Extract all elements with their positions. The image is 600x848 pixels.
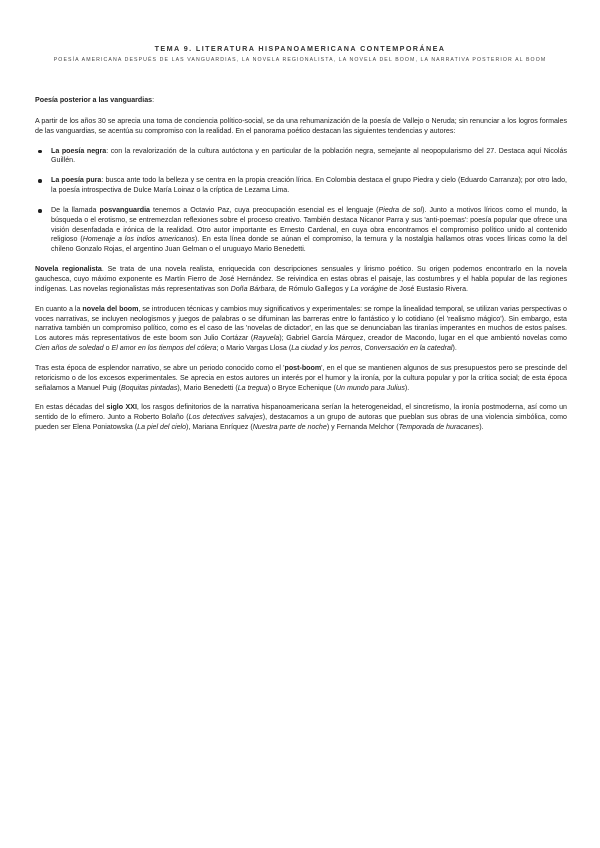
bullet-icon [38,179,42,183]
work-title-el-amor: El amor en los tiempos del cólera [111,344,217,353]
boom-text-5: ). [452,344,457,353]
term-novela-del-boom: novela del boom [82,304,139,313]
work-title-cien-anos: Cien años de soledad [35,344,104,353]
boom-text-3: o [103,344,112,353]
work-title-homenaje: Homenaje a los indios americanos [82,235,195,244]
term-poesia-pura: La poesía pura [51,176,102,185]
document-body [35,96,567,443]
postboom-text-2: ), Mario Benedetti ( [177,383,238,392]
work-title-un-mundo: Un mundo para Julius [335,383,405,392]
term-posvanguardia: posvanguardia [99,205,150,214]
section-heading-colon: : [152,96,155,104]
term-siglo-xxi: siglo XXI [106,403,137,412]
boom-pre: En cuanto a la [35,304,83,313]
posvanguardia-text-1: tenemos a Octavio Paz, cuya preocupación esencial es el lenguaje ( [150,205,379,214]
xxi-text-2: ), destacamos a un grupo de autoras que pueblan sus obras de una violencia simbólica, como pueden ser Elena Poniatowska ( [35,413,567,432]
poesia-intro-paragraph: A partir de los años 30 se aprecia una toma de conciencia político-social, se da una rehumanización de la poesía de Vallejo o Neruda; sin renunciar a los logros formales de las vanguardias, se acentúa su compromiso con la realidad. En el panorama poético destacan las siguientes tendencias y autores: [35,116,567,135]
work-title-rayuela: Rayuela [253,334,280,343]
work-title-la-voragine: La vorágine [350,284,388,293]
xxi-text-4: ) y Fernanda Melchor ( [326,423,399,432]
posvanguardia-text-2: ). Junto a motivos líricos como el mundo, la búsqueda o el erotismo, se entremezclan reflexiones sobre el proceso creativo. También destaca Nicanor Parra y sus 'anti-poemas': poesía popular que ofrece una visión desenfadada e irónica de la realidad. Otro autor importante es Ernesto Cardenal, en cuya obra encontramos el compromiso político unido al contenido religioso ( [51,205,567,244]
posvanguardia-pre: De la llamada [51,205,100,214]
document-title: TEMA 9. LITERATURA HISPANOAMERICANA CONTEMPORÁNEA [154,44,446,53]
work-title-piel-del-cielo: La piel del cielo [137,423,187,432]
work-title-dona-barbara: Doña Bárbara [230,284,275,293]
novela-regionalista-paragraph [35,265,567,295]
postboom-pre: Tras esta época de esplendor narrativo, se abre un periodo conocido como el ' [35,363,285,372]
regionalista-text-1: . Se trata de una novela realista, enriquecida con descripciones sensuales y lirismo poético. Su origen podemos encontrarlo en la novela gauchesca, cuyo máximo exponente es Martín Fierro de José Hernández. Se reivindica en estas obras el paisaje, las costumbres y el habla popular de las regiones indígenas. Las novelas regionalistas más representativas son [35,265,567,293]
postboom-text-4: ). [404,383,410,392]
novela-boom-paragraph [35,305,567,354]
section-heading-poesia [35,96,567,106]
document-subtitle: POESÍA AMERICANA DESPUÉS DE LAS VANGUARDIAS, LA NOVELA REGIONALISTA, LA NOVELA DEL BOOM, LA NARRATIVA POSTERIOR AL BOOM [53,57,547,63]
xxi-text-3: ), Mariana Enríquez ( [186,423,253,432]
work-title-piedra-de-sol: Piedra de sol [378,205,423,214]
work-title-temporada: Temporada de huracanes [398,423,480,432]
term-poesia-negra: La poesía negra [51,146,107,155]
boom-text-1: , se introducen técnicas y cambios muy significativos y experimentales: se rompe la linealidad temporal, se utilizan varias perspectivas o voces narrativas, se incluyen neologismos y juegos de palabras o se difuminan las barreras entre lo fantástico y lo cotidiano (el 'realismo mágico'). Sin embargo, esta narrativa también un compromiso político, como es el caso de las 'novelas de dictador', en las que se denunciaban las tiranías imperantes en muchos de estos países. Los autores más representativos de este boom son Julio Cortázar ( [35,304,567,343]
work-title-la-ciudad: La ciudad y los perros, Conversación en la catedral [291,344,453,353]
bullet-icon [38,150,42,154]
work-title-detectives: Los detectives salvajes [188,413,263,422]
term-post-boom: post-boom [284,363,322,372]
postboom-text-1: ', en el que se mantienen algunos de sus presupuestos pero se prescinde del retoricismo o de los excesos experimentales. Se aprecia en estos autores un interés por el humor y la ironía, por la cultura popular y por la crítica social; de esta época señalamos a Manuel Puig ( [35,363,567,392]
work-title-boquitas: Boquitas pintadas [120,383,178,392]
poesia-trends-list [35,147,567,256]
desc-poesia-pura: : busca ante todo la belleza y se centra en la propia creación lírica. En Colombia destaca el grupo Piedra y cielo (Eduardo Carranza); por otro lado, la poesía introspectiva de Dulce María Loinaz o la críptica de Lezama Lima. [51,176,567,195]
list-item-poesia-negra [51,147,567,167]
desc-poesia-negra: : con la revalorización de la cultura autóctona y en particular de la población negra, semejante al neopopularismo del 27. Destaca aquí Nicolás Guillén. [51,146,567,165]
boom-text-4: ; o Mario Vargas Llosa ( [216,344,292,353]
xxi-text-5: ). [479,423,484,432]
xxi-text-1: , los rasgos definitorios de la narrativa hispanoamericana serían la heterogeneidad, el sincretismo, la ironía postmoderna, así como un sentido de lo efímero. Junto a Roberto Bolaño ( [35,403,567,422]
xxi-pre: En estas décadas del [35,403,107,412]
bullet-icon [38,209,42,213]
list-item-poesia-pura [51,176,567,196]
section-heading-text: Poesía posterior a las vanguardias [35,96,153,104]
postboom-text-3: ) o Bryce Echenique ( [267,383,336,392]
list-item-posvanguardia [51,206,567,255]
regionalista-text-3: de José Eustasio Rivera. [387,284,468,293]
post-boom-paragraph [35,364,567,394]
posvanguardia-text-3: ). En esta línea donde se aúnan el compromiso, la ternura y la nostalgia hallamos otras voces líricas como la del chileno Gonzalo Rojas, el argentino Juan Gelman o el uruguayo Mario Benedetti. [51,235,568,254]
siglo-xxi-paragraph [35,403,567,433]
regionalista-text-2: , de Rómulo Gallegos y [274,284,351,293]
work-title-la-tregua: La tregua [237,383,268,392]
work-title-nuestra-parte: Nuestra parte de noche [252,423,327,432]
boom-text-2: ); Gabriel García Márquez, creador de Macondo, lugar en el que ambientó novelas como [279,334,567,343]
term-novela-regionalista: Novela regionalista [35,265,102,274]
